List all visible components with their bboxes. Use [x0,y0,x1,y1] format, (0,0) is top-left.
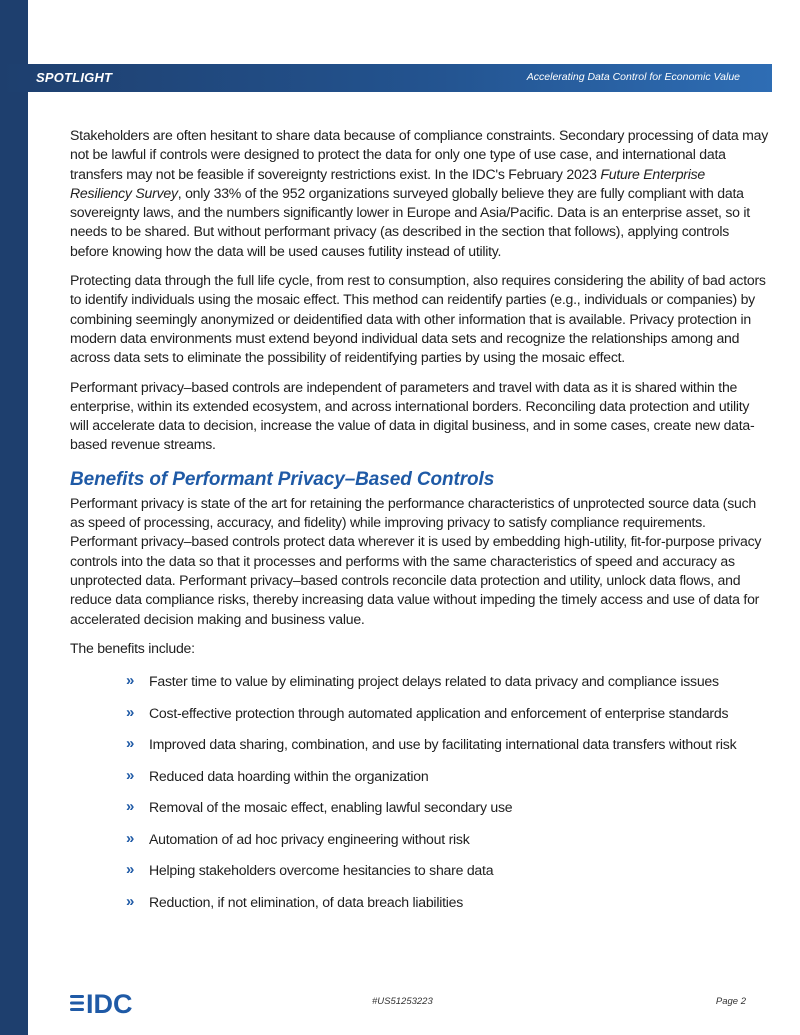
main-content [70,126,770,924]
chevron-right-double-icon: » [126,861,135,879]
paragraph-1-text-a: Stakeholders are often hesitant to share data because of compliance constraints. Secondary processing of data may not be lawful if controls were designed to protect the data for only one type of use case, and international data transfers may not be feasible if sovereignty restrictions exist. In the IDC's February 2023 [70,127,769,182]
spotlight-label: SPOTLIGHT [36,70,113,85]
chevron-right-double-icon: » [126,735,135,753]
benefit-text: Improved data sharing, combination, and use by facilitating international data transfers without risk [149,736,737,753]
list-item [126,767,770,799]
list-item [126,830,770,862]
paragraph-3: Performant privacy–based controls are independent of parameters and travel with data as it is shared within the enterprise, within its extended ecosystem, and across international borders. Reconciling data protection and utility will accelerate data to decision, increase the value of data in digital business, and in some cases, create new data-based revenue streams. [70,378,755,453]
chevron-right-double-icon: » [126,703,135,721]
benefit-text: Reduction, if not elimination, of data breach liabilities [149,893,464,910]
paragraph-4: Performant privacy is state of the art for retaining the performance characteristics of unprotected source data (such as speed of processing, accuracy, and fidelity) while improving privacy to satisfy compliance requirements. Performant privacy–based controls protect data wherever it is used by embedding high-utility, fit-for-purpose privacy controls into the data so that it processes and performs with the same characteristics of speed and accuracy as unprotected data. Performant privacy–based controls reconcile data protection and utility, unlock data flows, and reduce data compliance risks, thereby increasing data value without impeding the timely access and use of data for accelerated decision making and business value. [70,494,762,627]
survey-title: Future Enterprise Resiliency Survey [70,165,706,201]
chevron-right-double-icon: » [126,798,135,816]
page-number: Page 2 [715,996,746,1007]
header-subtitle: Accelerating Data Control for Economic Value [526,71,740,83]
section-heading: Benefits of Performant Privacy–Based Controls [70,468,495,490]
chevron-right-double-icon: » [126,672,135,690]
benefit-text: Removal of the mosaic effect, enabling lawful secondary use [149,799,513,816]
list-item [126,861,770,893]
paragraph-2: Protecting data through the full life cycle, from rest to consumption, also requires considering the ability of bad actors to identify individuals using the mosaic effect. This method can reidentify parties (e.g., individuals or companies) by combining seemingly anonymized or deidentified data with other information that is available. Privacy protection in modern data environments must extend beyond individual data sets and recognize the relationships among and across data sets to eliminate the possibility of reidentifying parties by using the mosaic effect. [70,272,766,366]
benefit-text: Cost-effective protection through automated application and enforcement of enterprise standards [149,704,729,721]
benefit-text: Faster time to value by eliminating project delays related to data privacy and compliance issues [149,673,719,690]
left-sidebar-band [0,0,28,1035]
benefit-text: Helping stakeholders overcome hesitancies to share data [149,862,494,879]
paragraph-5: The benefits include: [70,639,195,656]
chevron-right-double-icon: » [126,892,135,910]
benefit-text: Reduced data hoarding within the organization [149,767,429,784]
benefit-text: Automation of ad hoc privacy engineering without risk [149,830,470,847]
paragraph-1 [70,126,770,261]
list-item [126,704,770,736]
chevron-right-double-icon: » [126,766,135,784]
chevron-right-double-icon: » [126,829,135,847]
list-item [126,735,770,767]
benefits-list [70,672,770,924]
idc-logo [70,989,160,1017]
spotlight-header-bar [0,64,772,92]
list-item [126,798,770,830]
document-id: #US51253223 [372,996,433,1007]
paragraph-1-text-b: , only 33% of the 952 organizations surveyed globally believe they are fully compliant with data sovereignty laws, and the numbers significantly lower in Europe and Asia/Pacific. Data is an enterprise asset, so it needs to be shared. But without performant privacy (as described in the section that follows), applying controls before knowing how the data will be used causes futility instead of utility. [70,184,750,259]
list-item [126,672,770,704]
idc-logo-text: IDC [86,989,133,1017]
list-item [126,893,770,925]
